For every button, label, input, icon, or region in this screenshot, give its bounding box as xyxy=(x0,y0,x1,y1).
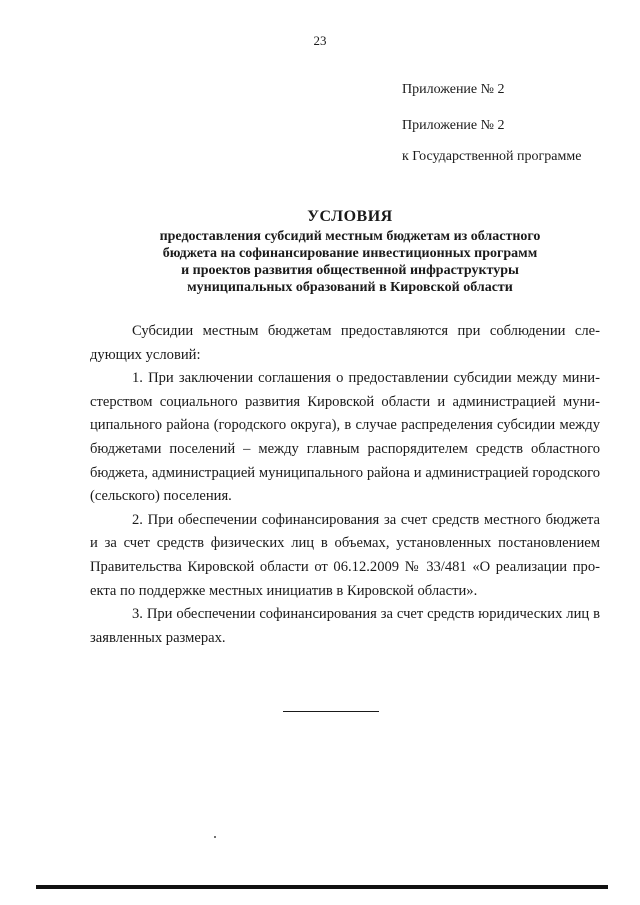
paragraph-condition-3: 3. При обеспечении софинансирования за счет средств юридических лиц в заявленных размерах. xyxy=(90,606,600,646)
title-main: УСЛОВИЯ xyxy=(307,208,393,225)
page-number: 23 xyxy=(313,33,327,48)
annex-line-3: к Государственной программе xyxy=(402,149,582,164)
paragraph-condition-2: 2. При обеспечении софинансирования за счет средств местного бюджета и за счет средств физических лиц в объемах, установленных постановлением Правительства Кировской области от 06.12.2009 № 33/481 «О реализации проекта по поддержке местных инициатив в Кировской области». xyxy=(90,511,600,599)
title-line-4: муниципальных образований в Кировской области xyxy=(187,280,513,295)
annex-line-2: Приложение № 2 xyxy=(402,118,505,133)
title-line-3: и проектов развития общественной инфраструктуры xyxy=(181,263,519,278)
document-body xyxy=(90,320,600,650)
bottom-border-line xyxy=(36,885,608,889)
document-title xyxy=(100,206,600,296)
annex-line-1: Приложение № 2 xyxy=(402,82,505,97)
scan-speck xyxy=(214,836,216,838)
title-line-2: бюджета на софинансирование инвестиционных программ xyxy=(162,246,538,261)
end-separator xyxy=(283,711,379,712)
title-line-1: предоставления субсидий местным бюджетам из областного xyxy=(159,229,541,244)
paragraph-condition-1: 1. При заключении соглашения о предоставлении субсидии между министерством социального развития Кировской области и администрацией муниципального района (городского округа), в случае распределения субсидии между бюджетами поселений – между главным распорядителем средств областного бюджета, администрацией муниципального района и администрацией городского (сельского) поселения. xyxy=(90,370,600,505)
paragraph-intro: Субсидии местным бюджетам предоставляются при соблюдении следующих условий: xyxy=(90,323,600,363)
